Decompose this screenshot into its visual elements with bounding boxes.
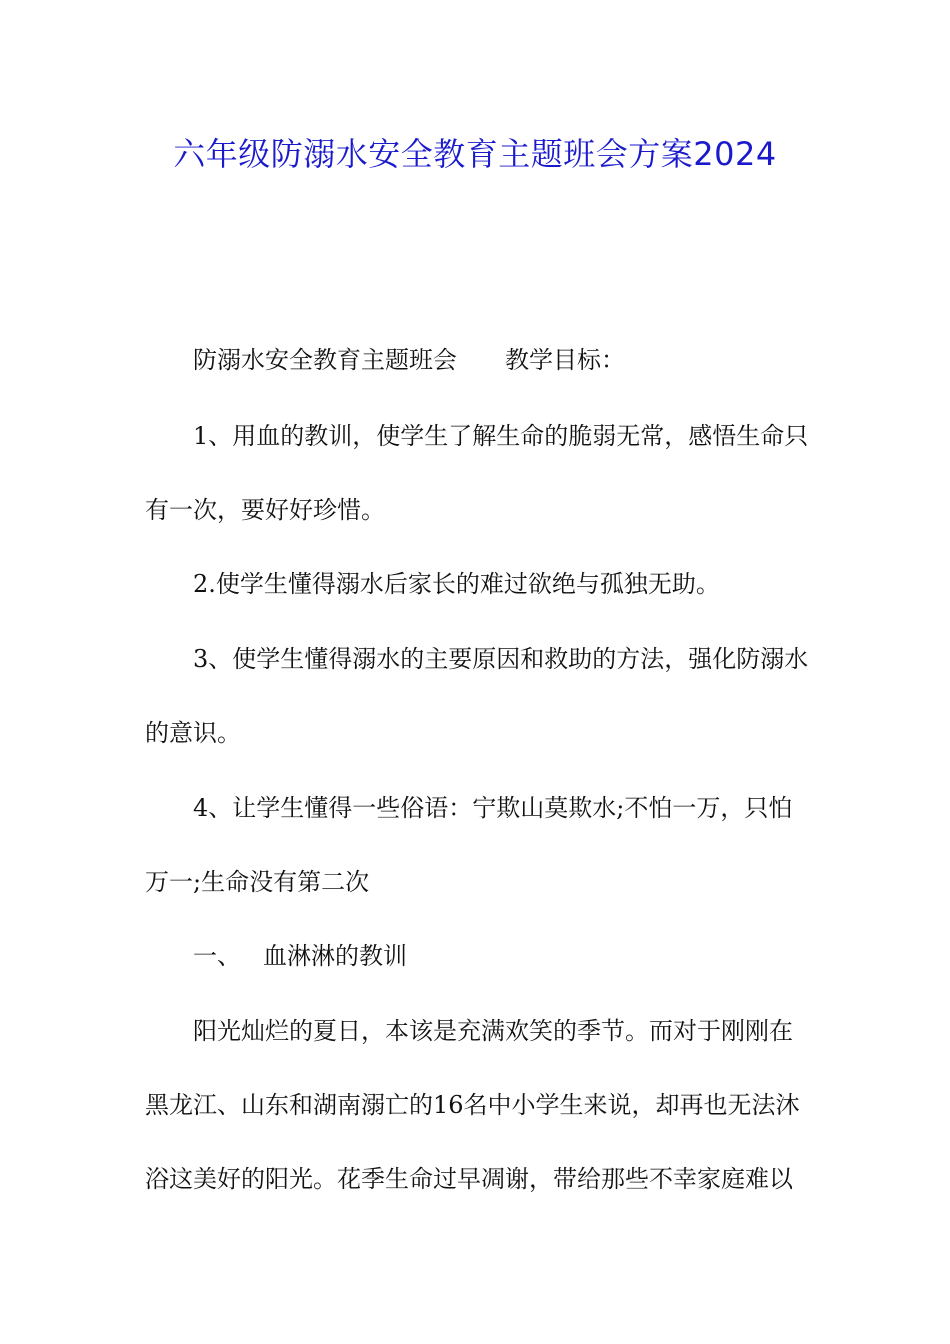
goal2-line: 2.使学生懂得溺水后家长的难过欲绝与孤独无助。 [193, 570, 720, 598]
paragraph-line3: 浴这美好的阳光。花季生命过早凋谢，带给那些不幸家庭难以 [145, 1165, 793, 1193]
goal4-line2: 万一;生命没有第二次 [145, 868, 370, 896]
section1-number: 一、 [193, 942, 241, 970]
section1-title: 血淋淋的教训 [263, 942, 407, 970]
section1-heading [193, 938, 863, 974]
heading-line [193, 342, 863, 378]
heading-class-meeting: 防溺水安全教育主题班会 [193, 346, 457, 374]
goal1-line1: 1、用血的教训，使学生了解生命的脆弱无常，感悟生命只 [193, 422, 809, 450]
goal3-line2: 的意识。 [145, 719, 241, 747]
goal3-line1: 3、使学生懂得溺水的主要原因和救助的方法，强化防溺水 [193, 645, 809, 673]
paragraph-line2: 黑龙江、山东和湖南溺亡的16名中小学生来说，却再也无法沐 [145, 1091, 800, 1119]
goal1-line2: 有一次，要好好珍惜。 [145, 496, 385, 524]
document-title: 六年级防溺水安全教育主题班会方案2024 [173, 135, 777, 173]
paragraph-line1: 阳光灿烂的夏日，本该是充满欢笑的季节。而对于刚刚在 [193, 1017, 793, 1045]
heading-teaching-goals: 教学目标： [505, 346, 625, 374]
goal4-line1: 4、让学生懂得一些俗语：宁欺山莫欺水;不怕一万，只怕 [193, 794, 793, 822]
